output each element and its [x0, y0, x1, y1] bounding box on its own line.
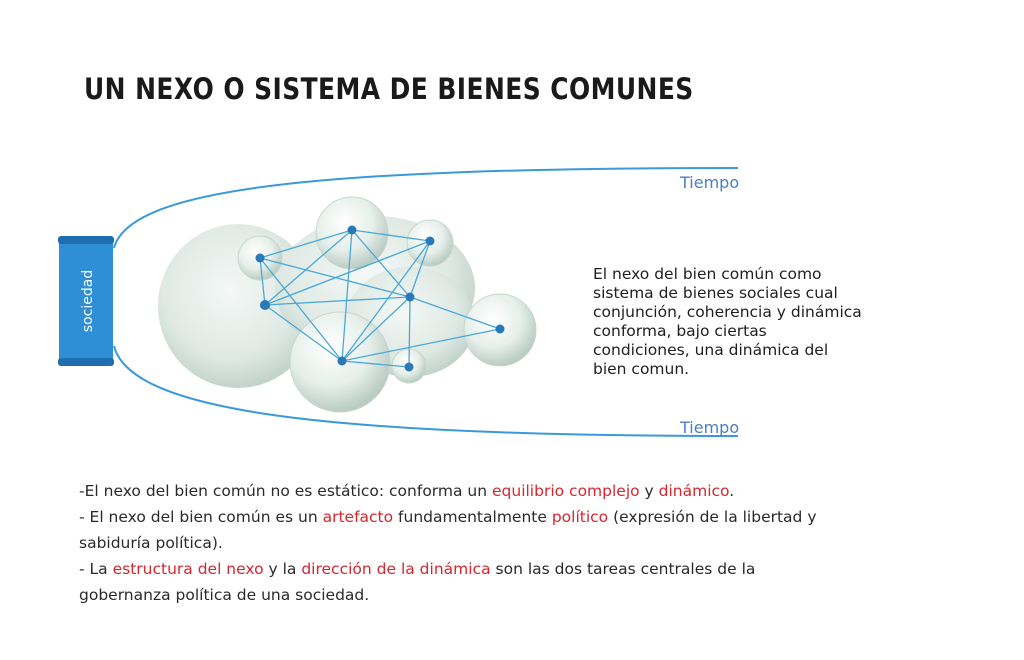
network-node [405, 363, 414, 372]
bullet-text: - La [79, 560, 113, 578]
bullet-text: fundamentalmente [393, 508, 552, 526]
network-node [406, 293, 415, 302]
bullet-text: - El nexo del bien común es un [79, 508, 323, 526]
highlighted-term: estructura del nexo [112, 560, 264, 578]
highlighted-term: político [551, 508, 609, 526]
bullet-text: (expresión de la libertad y sabiduría política). [79, 508, 817, 552]
highlighted-term: equilibrio complejo [492, 482, 640, 500]
bullet-item [79, 556, 839, 608]
network-node [426, 237, 435, 246]
network-node [338, 357, 347, 366]
bullet-text: y la [263, 560, 302, 578]
network-node [256, 254, 265, 263]
bullet-list [79, 478, 839, 608]
nexus-diagram [0, 150, 1024, 460]
time-label-top: Tiempo [680, 173, 740, 192]
bullet-text: -El nexo del bien común no es estático: conforma un [79, 482, 492, 500]
bullet-text: son las dos tareas centrales de la gobernanza política de una sociedad. [79, 560, 756, 604]
society-label: sociedad [80, 269, 96, 333]
bullet-item [79, 478, 839, 504]
highlighted-term: dinámico [658, 482, 730, 500]
bullet-item [79, 504, 839, 556]
network-node [496, 325, 505, 334]
highlighted-term: artefacto [322, 508, 394, 526]
bullet-text: . [729, 482, 735, 500]
time-label-bottom: Tiempo [680, 418, 740, 437]
slide-title: UN NEXO O SISTEMA DE BIENES COMUNES [84, 72, 694, 106]
nexus-description: El nexo del bien común como sistema de bienes sociales cual conjunción, coherencia y dinámica conforma, bajo ciertas condiciones, una dinámica del bien comun. [593, 265, 862, 378]
network-node [260, 300, 270, 310]
goods-cloud [158, 197, 536, 412]
highlighted-term: dirección de la dinámica [301, 560, 491, 578]
society-banner [58, 236, 114, 366]
bullet-text: y [639, 482, 659, 500]
network-node [348, 226, 357, 235]
